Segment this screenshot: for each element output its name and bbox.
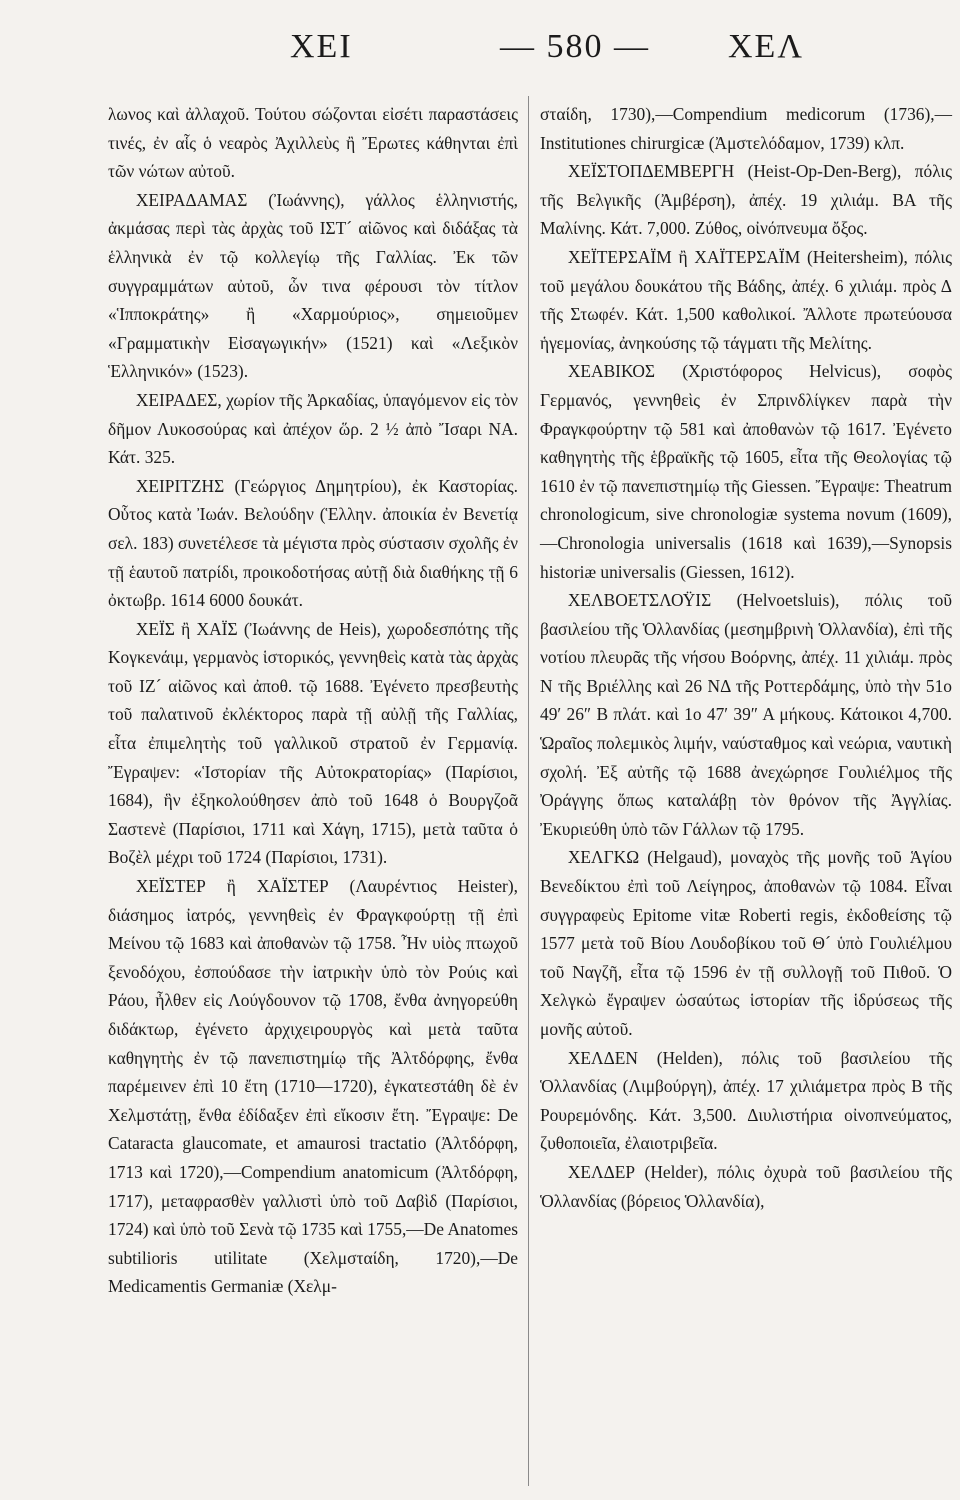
entry-paragraph: ΧΕΪΣΤΟΠΔΕΜΒΕΡΓΗ (Heist-Op-Den-Berg), πόλις τῆς Βελγικῆς (Ἀμβέρση), ἀπέχ. 19 χιλιάμ. ΒΑ τῆς Μαλίνης. Κάτ. 7,000. Ζύθος, οἰνόπνευμα ὄξος.	[540, 161, 952, 239]
entry-paragraph: ΧΕΛΓΚΩ (Helgaud), μοναχὸς τῆς μονῆς τοῦ Ἁγίου Βενεδίκτου ἐπὶ τοῦ Λείγηρος, ἀποθανὼν τῷ 1084. Εἶναι συγγραφεὺς Epitome vitæ Roberti regis, ἐκδοθείσης τῷ 1577 μετὰ τοῦ Βίου Λουδοβίκου τοῦ Θ´ ὑπὸ Γουλιέλμου τοῦ Ναγζῆ, εἶτα τῷ 1596 ἐν τῇ συλλογῇ τοῦ Πιθοῦ. Ὁ Χελγκὼ ἔγραψεν ὡσαύτως ἱστορίαν τῆς ἱδρύσεως τῆς μονῆς αὐτοῦ.	[540, 847, 952, 1039]
entry-paragraph: ΧΕΙΡΑΔΑΜΑΣ (Ἰωάννης), γάλλος ἑλληνιστής, ἀκμάσας περὶ τὰς ἀρχὰς τοῦ ΙΣΤ´ αἰῶνος καὶ διδάξας τὰ ἑλληνικὰ ἐν τῷ κολλεγίῳ τῆς Γαλλίας. Ἐκ τῶν συγγραμμάτων αὐτοῦ, ὧν τινα φέρουσι τὸν τίτλον «Ἱπποκράτης» ἢ «Χαρμούριος», σημειοῦμεν «Γραμματικὴν Εἰσαγωγικήν» (1521) καὶ «Λεξικὸν Ἑλληνικόν» (1523).	[108, 189, 518, 382]
page-header	[0, 28, 960, 88]
entry-paragraph: ΧΕΑΒΙΚΟΣ (Χριστόφορος Helvicus), σοφὸς Γερμανός, γεννηθεὶς ἐν Σπρινδλίγκεν παρὰ τὴν Φραγκφούρτην τῷ 581 καὶ ἀποθανὼν τῷ 1617. Ἐγένετο καθηγητὴς τῆς ἑβραϊκῆς τῷ 1605, εἶτα τῆς Θεολογίας τῷ 1610 ἐν τῷ πανεπιστημίῳ τῆς Giessen. Ἔγραψε: Theatrum chronologicum, sive chronologiæ systema novum (1609),—Chronologia universalis (1618 καὶ 1639),—Synopsis historiæ universalis (Giessen, 1612).	[540, 361, 952, 582]
right-column	[540, 100, 952, 1215]
header-right-guide-word: ΧΕΛ	[728, 28, 804, 65]
left-column	[108, 100, 518, 1301]
entry-paragraph: σταίδη, 1730),—Compendium medicorum (1736),—Institutiones chirurgicæ (Ἀμστελόδαμον, 1739) κλπ.	[540, 104, 952, 153]
entry-paragraph: λωνος καὶ ἀλλαχοῦ. Τούτου σώζονται εἰσέτι παραστάσεις τινές, ἐν αἷς ὁ νεαρὸς Ἀχιλλεὺς ἢ Ἔρωτες κάθηνται ἐπὶ τῶν νώτων αὐτοῦ.	[108, 104, 518, 182]
header-left-guide-word: ΧΕΙ	[290, 28, 353, 65]
entry-paragraph: ΧΕΪΣΤΕΡ ἢ ΧΑΪΣΤΕΡ (Λαυρέντιος Heister), διάσημος ἰατρός, γεννηθεὶς ἐν Φραγκφούρτῃ τῇ ἐπὶ Μείνου τῷ 1683 καὶ ἀποθανὼν τῷ 1758. Ἦν υἱὸς πτωχοῦ ξενοδόχου, ἐσπούδασε τὴν ἰατρικὴν ὑπὸ τὸν Ρούις καὶ Ράου, ἦλθεν εἰς Λούγδουνον τῷ 1708, ἔνθα ἀνηγορεύθη διδάκτωρ, ἐγένετο ἀρχιχειρουργὸς καὶ μετὰ ταῦτα καθηγητὴς ἐν τῷ πανεπιστημίῳ τῆς Ἀλτδόρφης, ἔνθα παρέμεινεν ἐπὶ 10 ἔτη (1710—1720), ἐγκατεστάθη δὲ ἐν Χελμστάτῃ, ἔνθα ἐδίδαξεν ἐπὶ εἴκοσιν ἔτη. Ἔγραψε: De Cataracta glaucomate, et amaurosi tractatio (Ἀλτδόρφη, 1713 καὶ 1720),—Compendium anatomicum (Ἀλτδόρφη, 1717), μεταφρασθὲν γαλλιστὶ ὑπὸ τοῦ Δαβὶδ (Παρίσιοι, 1724) καὶ ὑπὸ τοῦ Σενὰ τῷ 1735 καὶ 1755,—De Anatomes subtilioris utilitate (Χελμσταίδη, 1720),—De Medicamentis Germaniæ (Χελμ-	[108, 876, 518, 1297]
entry-paragraph: ΧΕΛΒΟΕΤΣΛΟΫΙΣ (Helvoetsluis), πόλις τοῦ βασιλείου τῆς Ὁλλανδίας (μεσημβρινὴ Ὁλλανδία), ἐπὶ τῆς νοτίου πλευρᾶς τῆς νήσου Βοόρνης, ἀπέχ. 11 χιλιάμ. πρὸς Ν τῆς Βριέλλης καὶ 26 ΝΔ τῆς Ροττερδάμης, ὑπὸ τὴν 51ο 49′ 26″ Β πλάτ. καὶ 1ο 47′ 39″ Α μήκους. Κάτοικοι 4,700. Ὡραῖος πολεμικὸς λιμήν, ναύσταθμος καὶ νεώρια, ναυτικὴ σχολή. Ἐξ αὐτῆς τῷ 1688 ἀνεχώρησε Γουλιέλμος τῆς Ὀράγγης ὅπως καταλάβῃ τὸν θρόνον τῆς Ἀγγλίας. Ἐκυριεύθη ὑπὸ τῶν Γάλλων τῷ 1795.	[540, 590, 952, 839]
entry-paragraph: ΧΕΛΔΕΡ (Helder), πόλις ὀχυρὰ τοῦ βασιλείου τῆς Ὁλλανδίας (βόρειος Ὁλλανδία),	[540, 1161, 952, 1211]
page-number: — 580 —	[500, 28, 650, 65]
entry-paragraph: ΧΕΪΣ ἢ ΧΑΪΣ (Ἰωάννης de Heis), χωροδεσπότης τῆς Κογκενάιμ, γερμανὸς ἱστορικός, γεννηθεὶς κατὰ τὰς ἀρχὰς τοῦ ΙΖ´ αἰῶνος καὶ ἀποθ. τῷ 1688. Ἐγένετο πρεσβευτὴς τοῦ παλατινοῦ ἐκλέκτορος παρὰ τῇ αὐλῇ τῆς Γαλλίας, εἶτα ἐπιμελητὴς τοῦ γαλλικοῦ στρατοῦ ἐν Γερμανίᾳ. Ἔγραψεν: «Ἱστορίαν τῆς Αὐτοκρατορίας» (Παρίσιοι, 1684), ἣν ἐξηκολούθησεν ἀπὸ τοῦ 1648 ὁ Βουργζοᾶ Σαστενὲ (Παρίσιοι, 1711 καὶ Χάγη, 1715), μετὰ ταῦτα ὁ Βοζὲλ μέχρι τοῦ 1724 (Παρίσιοι, 1731).	[108, 618, 518, 868]
entry-paragraph: ΧΕΪΤΕΡΣΑΪΜ ἢ ΧΑΪΤΕΡΣΑΪΜ (Heitersheim), πόλις τοῦ μεγάλου δουκάτου τῆς Βάδης, ἀπέχ. 6 χιλιάμ. πρὸς Δ τῆς Στωφέν. Κάτ. 1,500 καθολικοί. Ἄλλοτε πρωτεύουσα ἡγεμονίας, ἀνηκούσης τῷ τάγματι τῆς Μελίτης.	[540, 246, 952, 353]
column-divider	[528, 96, 529, 1486]
entry-paragraph: ΧΕΙΡΑΔΕΣ, χωρίον τῆς Ἀρκαδίας, ὑπαγόμενον εἰς τὸν δῆμον Λυκοσούρας καὶ ἀπέχον ὥρ. 2 ½ ἀπὸ Ἴσαρι ΝΑ. Κάτ. 325.	[108, 389, 519, 468]
entry-paragraph: ΧΕΛΔΕΝ (Helden), πόλις τοῦ βασιλείου τῆς Ὁλλανδίας (Λιμβούργη), ἀπέχ. 17 χιλιάμετρα πρὸς Β τῆς Ρουρεμόνδης. Κάτ. 3,500. Διυλιστήρια οἰνοπνεύματος, ζυθοποιεῖα, ἐλαιοτριβεῖα.	[540, 1047, 952, 1154]
entry-paragraph: ΧΕΙΡΙΤΖΗΣ (Γεώργιος Δημητρίου), ἐκ Καστορίας. Οὗτος κατὰ Ἰωάν. Βελούδην (Ἑλλην. ἀποικία ἐν Βενετίᾳ σελ. 183) συνετέλεσε τὰ μέγιστα πρὸς σύστασιν σχολῆς ἐν τῇ ἑαυτοῦ πατρίδι, προικοδοτήσας αὐτῇ διὰ διαθήκης τῇ 6 ὀκτωβρ. 1614 6000 δουκάτ.	[108, 475, 518, 611]
